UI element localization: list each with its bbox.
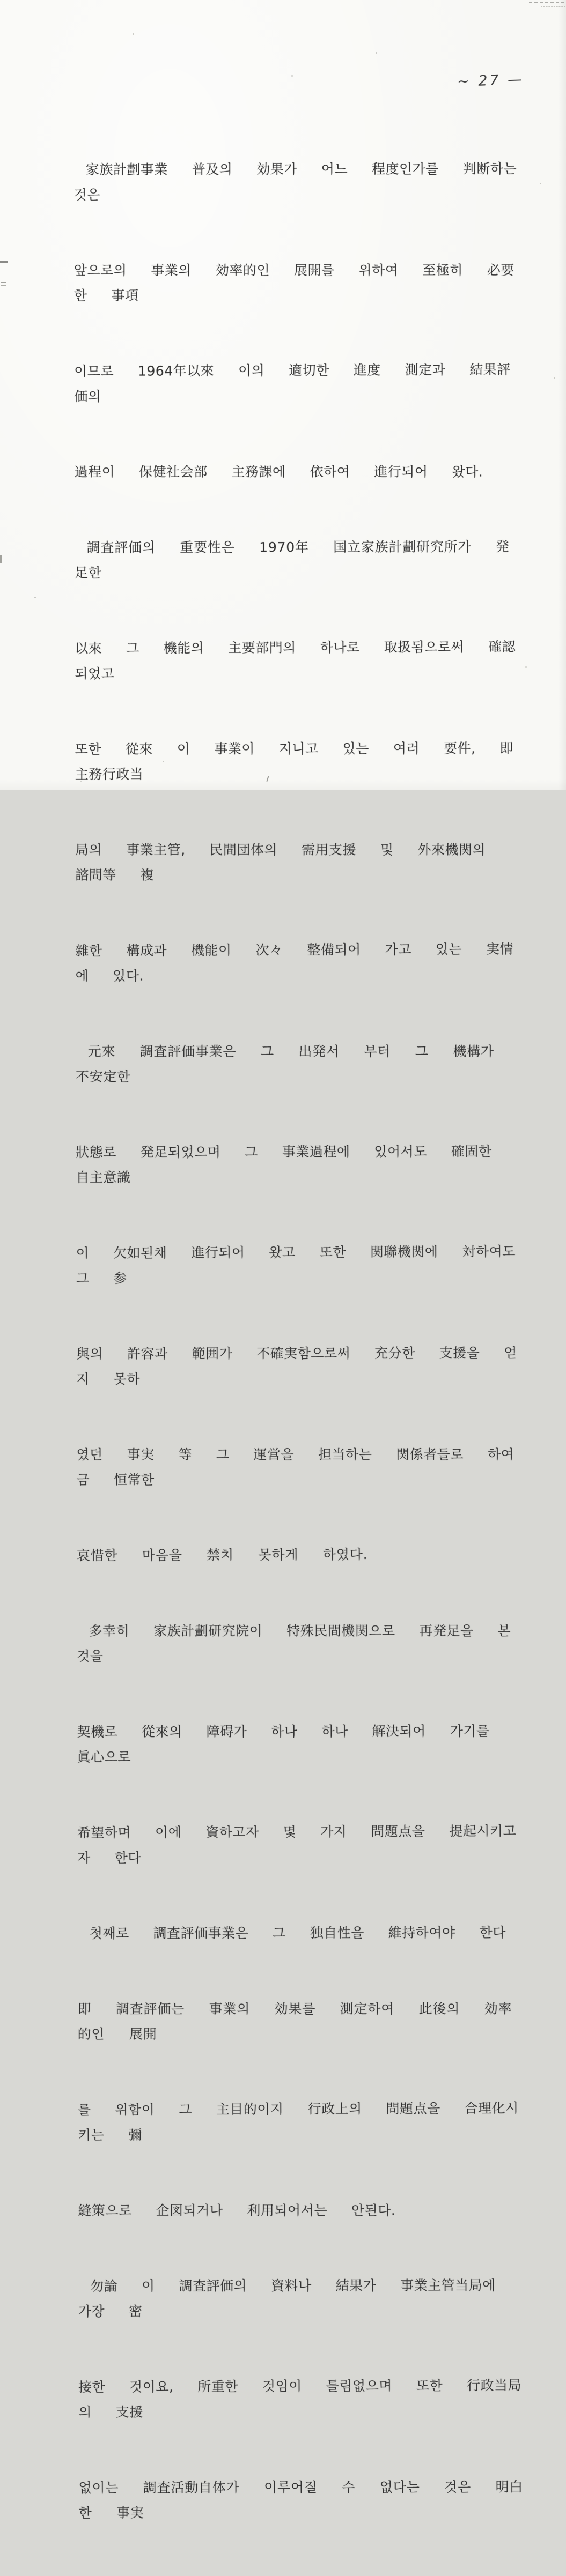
text-line: 勿論 이 調査評価의 資料나 結果가 事業主管当局에 가장 密 [78,2277,520,2319]
scan-speck [540,183,541,184]
scan-speck [554,377,555,379]
text-line: 없이는 調査活動自体가 이루어질 수 없다는 것은 明白한 事実 [78,2479,524,2521]
text-line: 家族計劃事業 普及의 効果가 어느 程度인가를 判断하는 것은 [73,161,541,203]
text-line: 調査評価의 重要性은 1970年 国立家族計劃研究所가 発足한 [74,539,510,581]
scan-artifact-dashed-edge [541,6,565,7]
text-line: 希望하며 이에 資하고자 몇 가지 問題点을 提起시키고자 한다 [77,1823,517,1866]
scan-artifact-margin-mark [1,282,6,283]
text-line: 元來 調査評価事業은 그 出発서 부터 그 機構가 不安定한 [75,1043,519,1085]
scan-speck [133,33,134,35]
text-line: 哀惜한 마음을 禁치 못하게 하였다. [76,1546,368,1564]
text-line: 縫策으로 企図되거나 利用되어서는 안된다. [78,2202,396,2218]
text-line: 를 위함이 그 主目的이지 行政上의 問題点을 合理化시키는 彌 [77,2100,519,2143]
text-line: 狀態로 発足되었으며 그 事業過程에 있어서도 確固한 自主意識 [76,1144,516,1185]
scan-artifact-dashed-edge [529,2,564,3]
text-line: 過程이 保健社会部 主務課에 依하여 進行되어 왔다. [74,464,483,480]
text-line: 첫째로 調査評価事業은 그 独自性을 維持하여야 한다 [77,1925,506,1941]
text-line: 與의 許容과 範囲가 不確実함으로써 充分한 支援을 얻지 못하 [76,1345,517,1387]
text-line: 接한 것이요, 所重한 것임이 틀림없으며 또한 行政当局의 支援 [78,2377,522,2421]
scan-speck [376,52,377,54]
scan-artifact-margin-mark [0,555,2,563]
text-line: 또한 從來 이 事業이 지니고 있는 여러 要件, 即 主務行政当 [75,740,538,782]
scan-artifact-margin-mark [0,261,8,263]
scan-speck [291,75,293,77]
scan-speck [34,597,36,598]
text-line: 多幸히 家族計劃研究院이 特殊民間機関으로 再発足을 본 것을 [77,1623,535,1664]
scan-speck [525,666,527,668]
text-line: 以來 그 機能의 主要部門의 하나로 取扱됨으로써 確認되었고 [75,639,516,682]
text-line: 이 欠如된채 進行되어 왔고 또한 関聯機関에 対하여도 그 参 [76,1243,540,1287]
text-line: 雜한 構成과 機能이 次々 整備되어 가고 있는 実情에 있다. [75,941,514,984]
text-line: 局의 事業主管, 民間団体의 需用支援 및 外來機関의 諮問等 複 [75,842,510,883]
text-line: 即 調査評価는 事業의 効果를 測定하여 此後의 効率的인 展開 [77,2001,512,2042]
text-line: 이므로 1964年以來 이의 適切한 進度 測定과 結果評価의 [74,361,511,405]
document-body-text [73,106,541,2576]
text-line: 였던 事実 等 그 運営을 担当하는 関係者들로 하여금 恒常한 [76,1446,514,1488]
page-number: ~ 27 — [457,71,525,90]
text-line: 契機로 從來의 障碍가 하나 하나 解決되어 가기를 眞心으로 [77,1723,514,1765]
text-line: 앞으로의 事業의 効率的인 展開를 위하여 至極히 必要한 事項 [73,262,514,303]
